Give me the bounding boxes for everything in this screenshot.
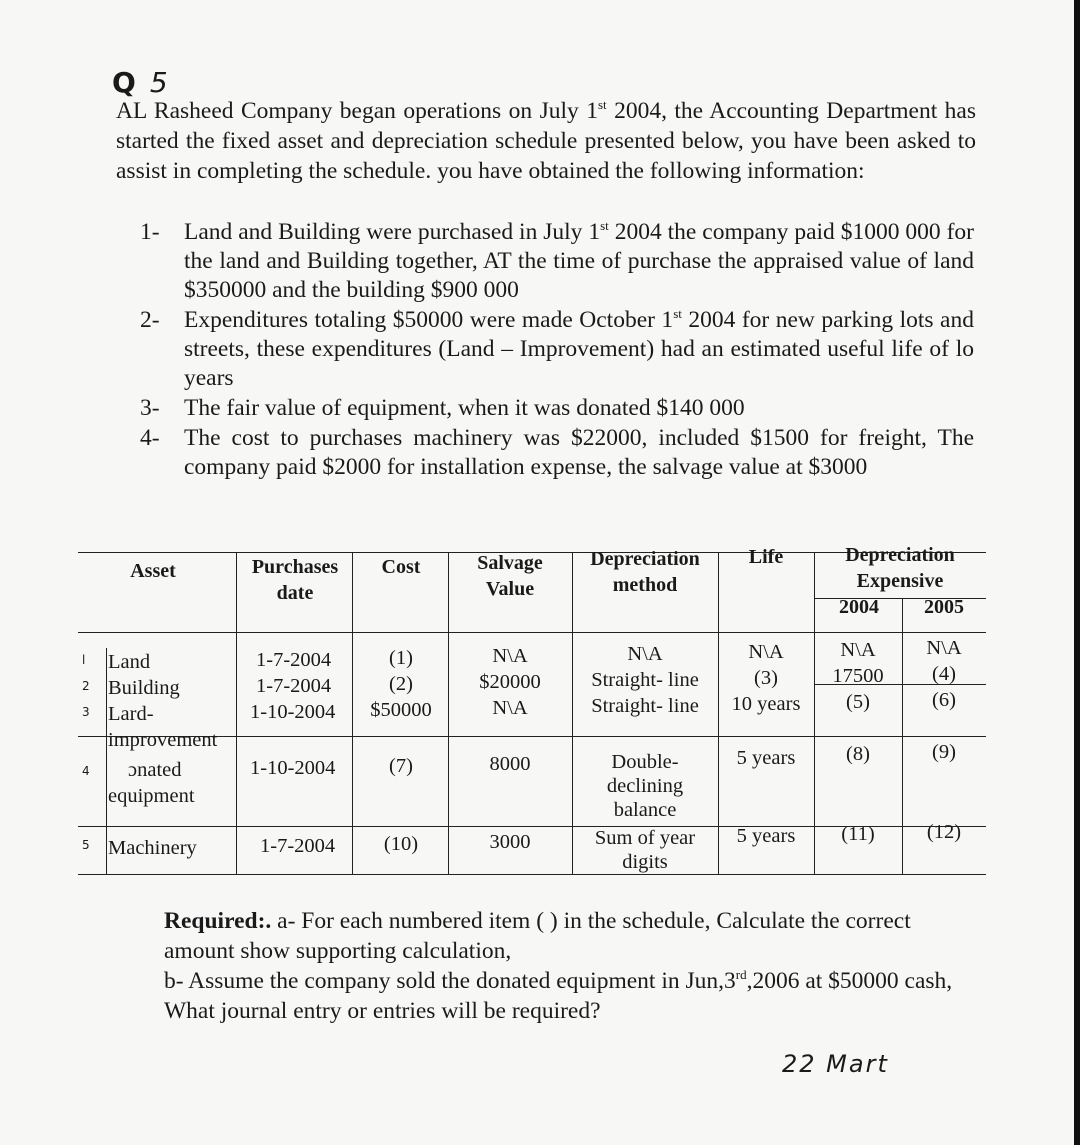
cell-method: N\A <box>627 643 663 665</box>
cell-asset: equipment <box>108 785 195 807</box>
information-list <box>140 218 974 483</box>
cell-2004: 17500 <box>832 665 884 687</box>
list-item-number: 4- <box>140 425 160 451</box>
cell-salvage: N\A <box>492 645 528 667</box>
list-item-text: 2004 the company paid $1000 000 for the land and Building together, AT the time of purchase the appraised value of land $350000 and the building $900 000 <box>184 219 974 303</box>
handwritten-mark: 22 Mart <box>782 1050 889 1078</box>
cell-asset: improvement <box>108 729 218 751</box>
column-rule <box>814 552 815 874</box>
cell-method: balance <box>613 799 677 821</box>
page-edge-rule <box>1074 0 1080 1145</box>
cell-salvage: $20000 <box>479 671 541 693</box>
header-cost: Cost <box>381 556 421 578</box>
cell-date: 1-10-2004 <box>250 701 336 723</box>
required-section <box>164 906 980 1026</box>
cell-salvage: N\A <box>492 697 528 719</box>
cell-asset: ɔnated <box>128 759 182 781</box>
cell-life: N\A <box>748 641 784 663</box>
cell-method: Sum of year <box>594 827 696 849</box>
row-mark: 4 <box>82 764 90 778</box>
intro-text-2: 2004, the Accounting Department has started the fixed asset and depreciation schedule presented below, you have been asked to assist in completing the schedule. you have obtained the following information: <box>116 98 976 184</box>
cell-2005: (4) <box>932 663 956 685</box>
cell-date: 1-7-2004 <box>256 675 332 697</box>
list-item <box>140 394 974 423</box>
list-item-number: 3- <box>140 395 160 421</box>
intro-text-1: AL Rasheed Company began operations on July 1 <box>116 98 598 124</box>
intro-paragraph <box>116 96 976 186</box>
column-rule <box>448 552 449 874</box>
cell-asset: Building <box>108 677 180 699</box>
row-mark: 3 <box>82 705 90 719</box>
question-number: 5 <box>149 66 168 99</box>
cell-method: declining <box>606 775 684 797</box>
required-label: Required:. <box>164 908 272 934</box>
required-part-a: a- For each numbered item ( ) in the schedule, Calculate the correct amount show supporting calculation, <box>164 908 911 964</box>
column-rule <box>718 552 719 874</box>
header-bottom-rule <box>78 632 986 633</box>
header-depreciation-expense: Depreciation <box>845 544 955 566</box>
required-part-b: b- Assume the company sold the donated equipment in Jun,3 <box>164 968 736 994</box>
list-item-text: Land and Building were purchased in July 1 <box>184 219 601 245</box>
cell-life: 5 years <box>736 747 796 769</box>
cell-date: 1-7-2004 <box>260 835 336 857</box>
cell-salvage: 3000 <box>489 831 531 853</box>
column-rule <box>902 598 903 874</box>
cell-cost: (7) <box>389 755 413 777</box>
cell-2005: (9) <box>932 741 956 763</box>
cell-asset: Lard- <box>108 703 154 725</box>
header-year-2005: 2005 <box>924 596 964 618</box>
row-mark: l <box>82 653 86 667</box>
header-year-2004: 2004 <box>839 596 879 618</box>
cell-2005: (6) <box>932 689 956 711</box>
cell-method: digits <box>622 851 668 873</box>
cell-method: Double- <box>611 751 679 773</box>
column-rule <box>352 552 353 874</box>
cell-2005: N\A <box>926 637 962 659</box>
question-label: Q <box>112 66 136 99</box>
header-purchases: Purchases <box>251 556 339 578</box>
header-expensive: Expensive <box>856 570 944 592</box>
table-bottom-rule <box>78 874 986 875</box>
row-mark: 5 <box>82 838 90 852</box>
cell-salvage: 8000 <box>489 753 531 775</box>
cell-method: Straight- line <box>591 695 699 717</box>
list-item-sup: st <box>600 218 609 234</box>
cell-cost: $50000 <box>370 699 432 721</box>
cell-life: 5 years <box>736 825 796 847</box>
depreciation-schedule-table <box>78 536 986 886</box>
cell-cost: (10) <box>383 833 419 855</box>
list-item-text: The fair value of equipment, when it was donated $140 000 <box>184 395 745 421</box>
column-rule <box>236 552 237 874</box>
row-mark: 2 <box>82 679 90 693</box>
cell-2004: N\A <box>840 639 876 661</box>
cell-2004: (5) <box>846 691 870 713</box>
header-asset: Asset <box>130 560 176 582</box>
header-life: Life <box>748 546 784 568</box>
required-part-b-sup: rd <box>735 967 747 983</box>
required-part-b-rest: ,2006 at $50000 cash, What journal entry or entries will be required? <box>164 968 953 1024</box>
cell-2004: (8) <box>846 743 870 765</box>
question-heading <box>112 66 168 99</box>
list-item-number: 1- <box>140 219 160 245</box>
cell-date: 1-7-2004 <box>256 649 332 671</box>
cell-life: 10 years <box>731 693 801 715</box>
cell-2005: (12) <box>926 821 962 843</box>
cell-method: Straight- line <box>591 669 699 691</box>
list-item-text: Expenditures totaling $50000 were made October 1 <box>184 307 674 333</box>
column-rule <box>106 648 107 874</box>
header-salvage: Salvage <box>477 552 543 574</box>
cell-date: 1-10-2004 <box>250 757 336 779</box>
list-item <box>140 424 974 482</box>
cell-cost: (1) <box>389 647 413 669</box>
header-value: Value <box>485 578 535 600</box>
cell-asset: Land <box>108 651 151 673</box>
column-rule <box>572 552 573 874</box>
list-item-text: 2004 for new parking lots and streets, these expenditures (Land – Improvement) had an estimated useful life of lo years <box>184 307 974 391</box>
cell-life: (3) <box>754 667 778 689</box>
intro-sup: st <box>597 97 607 113</box>
header-method: method <box>612 574 678 596</box>
cell-cost: (2) <box>389 673 413 695</box>
list-item <box>140 218 974 305</box>
cell-2004: (11) <box>841 823 875 845</box>
list-item <box>140 306 974 393</box>
cell-asset: Machinery <box>108 837 197 859</box>
list-item-text: The cost to purchases machinery was $22000, included $1500 for freight, The company paid $2000 for installation expense, the salvage value at $3000 <box>184 425 974 480</box>
list-item-sup: st <box>673 306 682 322</box>
header-date: date <box>276 582 314 604</box>
header-depreciation: Depreciation <box>590 548 700 570</box>
list-item-number: 2- <box>140 307 160 333</box>
